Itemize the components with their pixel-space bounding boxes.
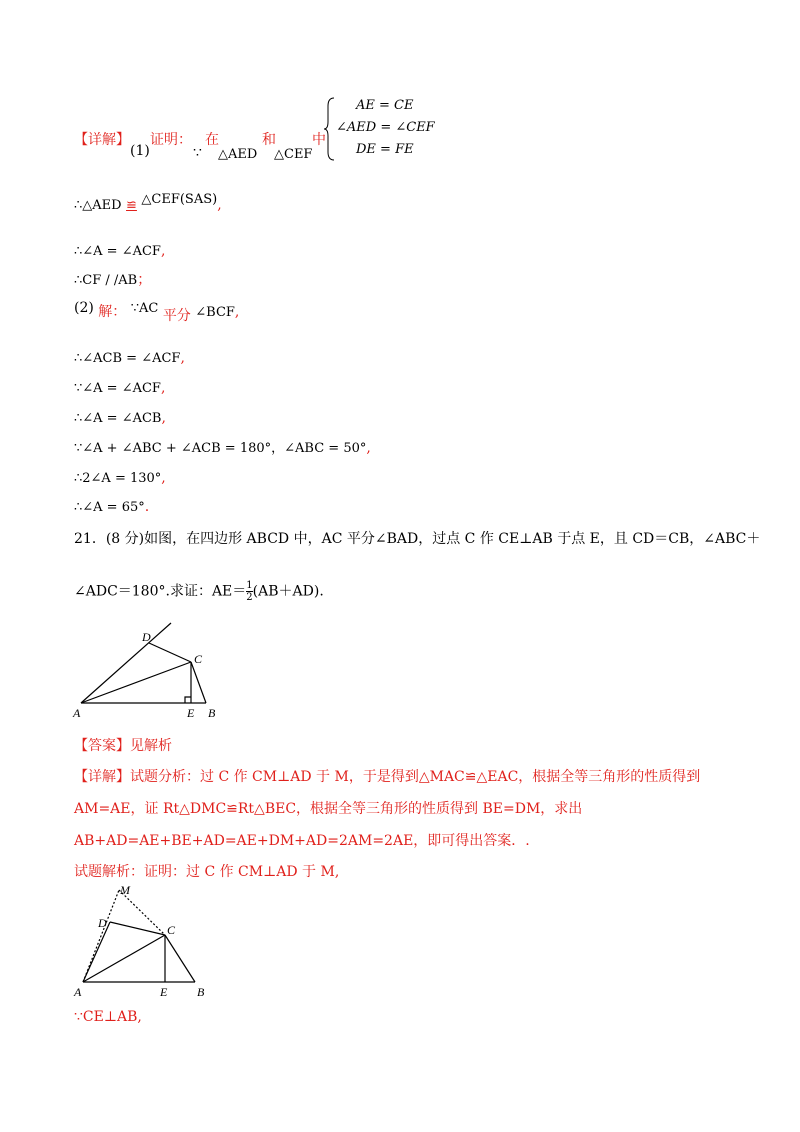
solution-line-1: 试题解析：证明：过 C 作 CM⊥AD 于 M, xyxy=(74,864,340,880)
system-eq-1: AE = CE xyxy=(356,98,414,113)
question-21-line-2b: (AB＋AD). xyxy=(252,583,324,600)
step-5 xyxy=(74,469,166,488)
parallel-text: ∴CF / /AB xyxy=(74,273,138,288)
fraction-denominator: 2 xyxy=(246,592,253,603)
part2-header xyxy=(74,300,240,324)
part2-jie: 解： xyxy=(98,304,127,320)
segment-dc xyxy=(149,643,191,662)
analysis-line-1: 【详解】试题分析：过 C 作 CM⊥AD 于 M，于是得到△MAC≌△EAC，根据全等三角形的性质得到 xyxy=(74,769,701,785)
step-6 xyxy=(74,498,149,517)
label-c: C xyxy=(167,923,176,937)
right-angle-mark xyxy=(185,697,191,703)
question-21-line-2 xyxy=(74,580,324,603)
step-3 xyxy=(74,409,166,428)
punct: , xyxy=(180,350,185,366)
congruence-right: △CEF(SAS) xyxy=(141,192,218,207)
system-eq-3: DE = FE xyxy=(356,142,414,157)
answer-tag: 【答案】见解析 xyxy=(74,738,172,754)
parallel-line xyxy=(74,271,151,290)
segment-cb xyxy=(191,662,206,703)
analysis-line-3: AB+AD=AE+BE+AD=AE+DM+AD=2AM=2AE，即可得出答案．. xyxy=(74,833,530,849)
fraction-numerator: 1 xyxy=(246,580,253,591)
label-c: C xyxy=(194,652,203,666)
step-2-text: ∵∠A = ∠ACF xyxy=(74,381,161,396)
word-he: 和 xyxy=(262,132,276,148)
punct: , xyxy=(161,410,166,426)
system-eq-2: ∠AED = ∠CEF xyxy=(336,120,435,135)
congruence-left: ∴△AED xyxy=(74,198,122,213)
angle-equal-line xyxy=(74,242,165,261)
step-3-text: ∴∠A = ∠ACB xyxy=(74,411,162,426)
step-4-text: ∵∠A + ∠ABC + ∠ACB = 180°，∠ABC = 50° xyxy=(74,441,367,456)
punct: , xyxy=(234,304,240,320)
label-d: D xyxy=(98,916,107,930)
segment-dc xyxy=(110,922,165,935)
congruence-line xyxy=(74,192,222,215)
step-5-text: ∴2∠A = 130° xyxy=(74,471,162,486)
detail-tag: 【详解】 xyxy=(74,132,130,148)
system-brace xyxy=(323,96,337,162)
analysis-line-2: AM=AE，证 Rt△DMC≌Rt△BEC，根据全等三角形的性质得到 BE=DM，求出 xyxy=(74,801,583,817)
segment-ac xyxy=(81,662,191,703)
segment-cb xyxy=(165,935,195,982)
proof-word: 证明： xyxy=(150,132,192,148)
punct: , xyxy=(366,440,371,456)
step-4 xyxy=(74,439,371,458)
punct: , xyxy=(160,243,166,259)
congruence-symbol: ≌ xyxy=(126,198,137,213)
step-2 xyxy=(74,379,165,398)
label-b: B xyxy=(197,985,205,999)
label-a: A xyxy=(74,985,82,999)
part2-ac: ∵AC xyxy=(130,301,159,316)
triangle-cef: △CEF xyxy=(274,147,313,162)
solution-line-2: ∵CE⊥AB, xyxy=(74,1009,142,1025)
question-21-line-2a: ∠ADC＝180°.求证：AE＝ xyxy=(74,583,247,600)
line-ad-extended xyxy=(81,623,171,703)
punct: , xyxy=(160,380,166,396)
triangle-aed: △AED xyxy=(218,147,258,162)
step-1-text: ∴∠ACB = ∠ACF xyxy=(74,351,181,366)
segment-ad xyxy=(83,922,110,982)
label-a: A xyxy=(73,706,81,720)
figure-quadrilateral xyxy=(70,618,240,723)
label-b: B xyxy=(208,706,216,720)
part1-number: (1) xyxy=(130,143,150,159)
question-21-line-1: 21．(8 分)如图，在四边形 ABCD 中，AC 平分∠BAD，过点 C 作 CE⊥AB 于点 E，且 CD＝CB，∠ABC＋ xyxy=(74,531,761,547)
figure-with-m xyxy=(70,882,230,1002)
angle-equal-text: ∴∠A = ∠ACF xyxy=(74,244,161,259)
punct: ； xyxy=(137,272,152,288)
segment-ac xyxy=(83,935,165,982)
label-m: M xyxy=(120,883,130,897)
label-d: D xyxy=(142,630,151,644)
step-6-text: ∴∠A = 65° xyxy=(74,500,145,515)
label-e: E xyxy=(187,706,195,720)
word-zai: 在 xyxy=(205,132,219,148)
because-symbol: ∵ xyxy=(193,145,202,161)
punct: , xyxy=(217,197,222,213)
word-zhong: 中 xyxy=(312,132,326,148)
step-1 xyxy=(74,349,185,368)
part2-number: (2) xyxy=(74,300,94,316)
dotted-am-extension xyxy=(83,890,119,982)
punct: . xyxy=(144,499,150,515)
part2-bcf: ∠BCF xyxy=(195,305,235,320)
punct: , xyxy=(161,470,166,486)
part2-pingfen: 平分 xyxy=(162,308,191,324)
label-e: E xyxy=(160,985,168,999)
